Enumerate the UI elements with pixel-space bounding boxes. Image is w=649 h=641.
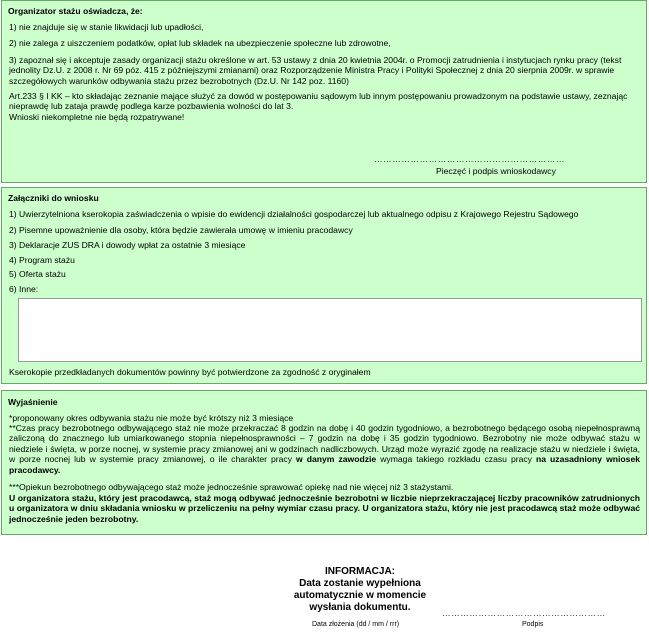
submission-date-label: Data złożenia (dd / mm / rrr) xyxy=(312,621,400,628)
explanation-note-4: U organizatora stażu, który jest pracodawcą, staż mogą odbywać jednocześnie bezrobotni w liczbie nieprzekraczającej liczby pracowników zatrudnionych u organizatora w dniu składania wniosku w przeliczeniu na pełny wymiar czasu pracy. U organizatora stażu, który nie jest pracodawcą staż może odbywać jednocześnie jeden bezrobotny. xyxy=(9,493,640,524)
note-2-text: **Czas pracy bezrobotnego odbywającego staż nie może przekraczać 8 godzin na dobę i 40 godzin tygodniowo, a bezrobotnego będącego osobą niepełnosprawną zaliczoną do znacznego lub umiarkowanego stopnia niepełnosprawności – 7 godzin na dobę i 35 godzin tygodniowo. Bezrobotny nie może odbywać stażu w niedziele i święta, w porze nocnej, w systemie pracy zmianowej ani w godzinach nadliczbowych. Urząd może wyrazić zgodę na realizacje stażu w niedziele i święta, w porze nocnej lub w systemie pracy zmianowej, o ile charakter pracy xyxy=(9,423,640,465)
attachment-item: 2) Pisemne upoważnienie dla osoby, która będzie zawierała umowę w imieniu pracodawcy xyxy=(9,225,353,235)
copies-note: Kserokopie przedkładanych dokumentów powinny być potwierdzone za zgodność z oryginałem xyxy=(9,367,371,377)
incomplete-warning: Wnioski niekompletne nie będą rozpatrywane! xyxy=(9,112,185,122)
explanation-note-2 xyxy=(9,423,640,475)
attachment-item-other: 6) Inne: xyxy=(9,284,39,294)
explanation-note-1: *proponowany okres odbywania stażu nie może być krótszy niż 3 miesiące xyxy=(9,413,294,423)
explanation-heading: Wyjaśnienie xyxy=(8,397,58,407)
explanation-panel xyxy=(1,390,647,535)
footer-signature-label: Podpis xyxy=(522,621,544,628)
attachments-panel xyxy=(1,187,647,384)
footer-signature-line: ……………………………………………… xyxy=(442,608,606,618)
attachment-item: 1) Uwierzytelniona kserokopia zaświadczenia o wpisie do ewidencji działalności gospodarczej lub aktualnego odpisu z Krajowego Rejestru Sądowego xyxy=(9,209,579,219)
info-line: automatycznie w momencie xyxy=(293,590,427,601)
info-line: Data zostanie wypełniona xyxy=(299,578,421,589)
signature-label: Pieczęć i podpis wnioskodawcy xyxy=(436,166,556,176)
info-title: INFORMACJA: xyxy=(325,566,395,577)
attachment-item: 3) Deklaracje ZUS DRA i dowody wpłat za ostatnie 3 miesiące xyxy=(9,240,246,250)
attachment-item: 4) Program stażu xyxy=(9,255,75,265)
penalty-article: Art.233 § I KK – kto składając zeznanie mające służyć za dowód w postępowaniu sądowym lub innym postępowaniu prowadzonym na podstawie ustawy, zeznając nieprawdę lub zataja prawdę podlega karze pozbawienia wolności do lat 3. xyxy=(9,91,628,112)
attachments-heading: Załączniki do wniosku xyxy=(8,193,99,203)
declaration-panel xyxy=(1,0,647,183)
declaration-item-1: 1) nie znajduje się w stanie likwidacji lub upadłości, xyxy=(9,22,204,32)
declaration-item-2: 2) nie zalega z uiszczeniem podatków, opłat lub składek na ubezpieczenie społeczne lub zdrowotne, xyxy=(9,38,391,48)
info-line: wysłania dokumentu. xyxy=(309,602,411,613)
signature-line: ……………………………………………………… xyxy=(374,154,565,164)
note-2-text-cont: wymaga takiego rozkładu czasu pracy xyxy=(376,454,536,465)
info-block xyxy=(270,566,450,614)
note-2-bold-request: na uzasadniony wniosek pracodawcy. xyxy=(9,454,641,475)
declaration-item-3: 3) zapoznał się i akceptuje zasady organizacji stażu określone w art. 53 ustawy z dnia 20 kwietnia 2004r. o Promocji zatrudnienia i instytucjach rynku pracy (tekst jednolity Dz.U. z 2008 r. Nr 69 póz. 415 z późniejszymi zmianami) oraz Rozporządzenie Ministra Pracy i Polityki Społecznej z dnia 20 sierpnia 2009r. w sprawie szczegółowych warunków odbywania stażu przez bezrobotnych (Dz.U. Nr 142 poz. 1160) xyxy=(9,55,622,86)
note-2-bold-profession: w danym zawodzie xyxy=(296,454,377,465)
declaration-heading: Organizator stażu oświadcza, że: xyxy=(8,6,143,16)
other-attachments-field[interactable] xyxy=(18,298,642,362)
explanation-note-3: ***Opiekun bezrobotnego odbywającego staż może jednocześnie sprawować opiekę nad nie więcej niż 3 stażystami. xyxy=(9,482,454,492)
attachment-item: 5) Oferta stażu xyxy=(9,269,66,279)
